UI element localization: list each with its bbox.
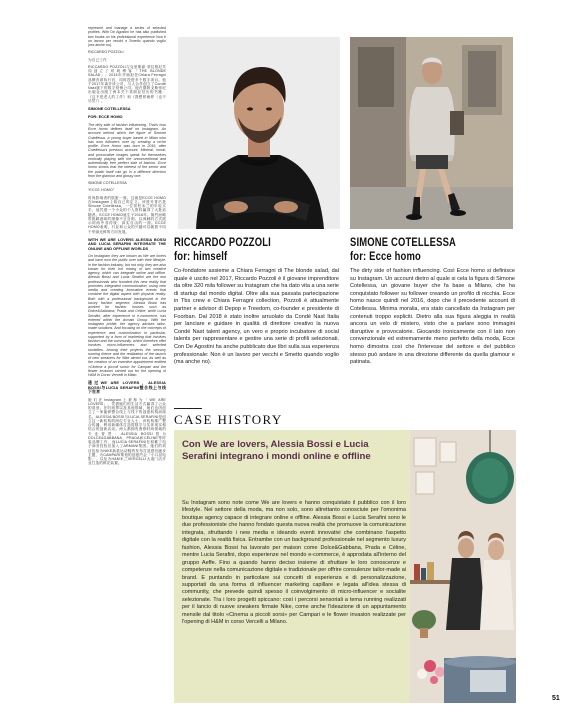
left-paragraph: On Instagram they are known as We are lovers and have won the public over with their lifestyle. In the fashion industry, but not only, they are also known for their hot mixing of two creative agency, which can integrate online and offline. Alessia Bossi and Lucia Serafini are the two professionals who founded this new reality that promotes integrated communication, using new media and creating innovative events that combine the digital aspect with physical reality. Both with a professional background in the luxury fashion segment, Alessia Bossi has worked for fashion houses such as Dolce&Gabbana, Prada and Céline, while Lucia Serafini, after experience in e-commerce, has entered within the Armani Group. With the Instagram profile, the agency advises tailor-made solutions. And focusing on the concepts of experience and customization in particular, supported by a form of marketing that involves fashion and the community, which therefore offer involves micro-influencers and selected socialites. Among their projects the sensory running theme and the realization of the launch of new sneakers for Nike aimed out, as well as the creation of an inventive appointment entitled «Cinema a piccoli sorsi» for Campari and the flower invasion carried out for the opening of H&M in Corso Vercelli in Milan. (88, 254, 166, 378)
left-heading: WITH WE ARE LOVERS ALESSIA BOSSI AND LUCIA SERAFINI INTEGRATE THE ONLINE AND OFFLINE WORLDS (88, 236, 166, 251)
case-history-rule (174, 408, 202, 409)
left-name: RICCARDO POZZOLI (88, 50, 124, 55)
simone-street-photo (350, 37, 513, 229)
street-illustration (350, 37, 513, 229)
left-heading: SIMONE COTELLESSA (88, 106, 131, 111)
riccardo-portrait-photo (178, 37, 340, 229)
portrait-illustration (178, 37, 340, 229)
left-chinese-paragraph: RICCARDO POZZOLI与克里斯嘉·菲拉格尼共同创立了时尚博客「THE BLONDE SALAD」。2015年开始担任Chiara Ferragni品牌首席执行官，同时投资多个数字项目。他于2017年离开该公司，与人合作创立了Condé Nast旗下的数字营销公司。他在德阿戈斯蒂尼出版社出版了两本关于其职业经历的书籍：《这不是老人的工作》和《我想停就停（也不尽然）》。 (88, 64, 166, 103)
left-chinese-paragraph: 时尚影响者的肮脏一面。这就是ECCE HOMO在Instagram上给自己的定义。该账号背后是Simone Cotellessa，一位常驻米兰的年轻买手，他凭借一个小众的个人资料赢得了大批追随者。ECCE HOMO诞生于2016年。简约而略带挑衅意味的图像不言自明，以讽刺的方式展示时尚中非传统、真实自由的一面。ECCE HOMO表明，行业和公众的兴趣可以朝着不同于华丽光鲜的方向发展。 (88, 195, 166, 234)
interior-illustration (410, 430, 516, 703)
left-name: SIMONE COTELLESSA (88, 181, 127, 186)
case-history-title: CASE HISTORY (174, 412, 283, 427)
left-chinese-heading: 通过WE ARE LOVERS，ALESSIA BOSSI与LUCIA SERAFINI整合线上与线下世界 (88, 380, 166, 395)
left-heading-sub: FOR: ECCE HOMO (88, 114, 123, 120)
left-chinese-paragraph: 她们在Instagram上被称为「WE ARE LOVERS」，凭借她们的生活方式赢得了公众的喜爱。在时尚界以及其他领域，她们也因创立了一家能够整合线上与线下的创意机构而闻名。ALESSIA BOSSI与LUCIA SERAFINI是创立这一新机构的两位专业人士，该机构推广整合传播，利用新媒体打造将数字与实体现实相结合的创新活动。两人都拥有奢侈时尚领域的专业背景：ALESSIA BOSSI曾为DOLCE&GABBANA、PRADA和CÉLINE等时装品牌工作，而LUCIA SERAFINI在积累了电子商务经验后加入了ARMANI集团。她们的项目包括为NIKE新款运动鞋的发布打造感官跑步主题、为CAMPARI策划的创意约会「小口品电影」，以及为H&M米兰VERCELLI大道门店开业打造的鲜花装置。 (88, 397, 166, 466)
riccardo-body-text: Co-fondatore assieme a Chiara Ferragni di The blonde salad, dal quale è uscito nel 2017, Riccardo Pozzoli è il giovane imprenditore da oltre 320 mila follower su Instagram che ha dato vita a una serie di startup dal mondo digital. Oltre alla sua passata partecipazione in Tbs crew e Chiara Ferragni collection, Pozzoli è attualmente partner e advisor di Depop e Treedom, co-founder e presidente di Foorban. Dal 2018 è stato inoltre arruolato da Condé Nast Italia per lanciare e guidare in qualità di direttore creativo la nuova Condé Nast talent agency, un vero e proprio incubatore di social talents per rappresentare e gestire una serie di profili selezionati. Con De Agostini ha anche pubblicato due libri sulla sua esperienza professionale: Non è un lavoro per vecchi e Smetto quando voglio (ma anche no). (174, 268, 339, 366)
simone-body-text: The dirty side of fashion influencing. Così Ecce homo si definisce su Instagram. Un account dietro al quale si cela la figura di Simone Cotellessa, un giovane buyer che fa base a Milano, che ha conquistato follower su follower creando un profilo di nicchia. Ecce homo nasce quindi nel 2016, dopo che il precedente account di Cotellessa. Minima moralia, era stato cancellato da Instagram per contenuti troppo espliciti. Dietro alla sua figura aleggia in realtà ancora un velo di mistero, visto che a parlare sono immagini disruptive e provocatorie. Giocando ironicamente con il lato non convenzionale ed estremamente meno perfetto della moda, Ecce homo dimostra così che l'interesse del settore e del pubblico stesso può andare in una direzione differente da quella glamour e patinata. (350, 268, 515, 366)
riccardo-name-heading: RICCARDO POZZOLI (174, 237, 271, 249)
page-number: 51 (552, 695, 560, 702)
simone-for-heading: for: Ecce homo (350, 251, 421, 263)
left-chinese-subtitle: “ECCE HOMO” (88, 188, 115, 193)
case-history-headline: Con We are lovers, Alessia Bossi e Lucia Serafini integrano i mondi online e offline (182, 439, 371, 462)
simone-name-heading: SIMONE COTELLESSA (350, 237, 457, 249)
left-paragraph: The dirty side of fashion influencing. That's how Ecce homo defines itself on Instagram. An account behind which the figure of Simone Cotellessa, a young buyer based in Milan who has won followers over by creating a niche profile. Ecce Homo was born in 2016, after Cotellessa's previous account. Minimal, moral, and provocative images speak for themselves ironically playing with the unconventional and authentically free perfect side of fashion. Ecce homo shows that the interest of the sector and the public itself can go in a different direction from the glamour and glossy one. (88, 122, 166, 178)
left-chinese-subtitle: 为自己工作 (88, 57, 107, 62)
riccardo-for-heading: for: himself (174, 251, 228, 263)
case-history-box (174, 430, 516, 703)
case-history-body: Su Instagram sono note come We are lovers e hanno conquistato il pubblico con il loro lifestyle. Nel settore della moda, ma non solo, sono altrettanto conosciute per l'omonima boutique agency capace di integrare online e offline. Alessia Bossi e Lucia Serafini sono le due professioniste che hanno fondato questa nuova realtà che promuove la comunicazione integrata, sfruttando i new media e ideando eventi innovativi che combinano l'aspetto digitale con la realtà fisica. Entrambe con un background professionale nel segmento luxury fashion, Alessia Bossi ha lavorato per maison come Dolce&Gabbana, Prada e Céline, mentre Lucia Serafini, dopo esperienze nel mondo e-commerce, è approdata all'interno del gruppo Aeffe. Fino a quando hanno deciso insieme di sfruttare le loro conoscenze e competenze nella comunicazione digitale e tradizionale per offrire consulenze tailor-made ai brand. E puntando in particolare sui concetti di esperienza e di personalizzazione, supportati da una forma di influencer marketing capillare e legata all'idea stessa di community, che prevede quindi spesso il coinvolgimento di micro-influencer e socialite selezionate. Tra i loro progetti spiccano: così i percorsi sensoriali a tema running realizzati per il lancio di nuove sneakers firmate Nike, come anche l'ideazione di un appuntamento mensile dal titolo «Cinema a piccoli sorsi» per Campari e le flower invasion realizzate per l'opening di H&M in corso Vercelli a Milano. (182, 500, 406, 626)
we-are-lovers-photo (410, 430, 516, 703)
left-paragraph: represent and manage a series of selected profiles. With De Agostini he has also published two books on his professional experience Non è un lavoro per vecchi e Smetto quando voglio (ma anche no). (88, 26, 166, 47)
left-text-column (88, 26, 166, 666)
